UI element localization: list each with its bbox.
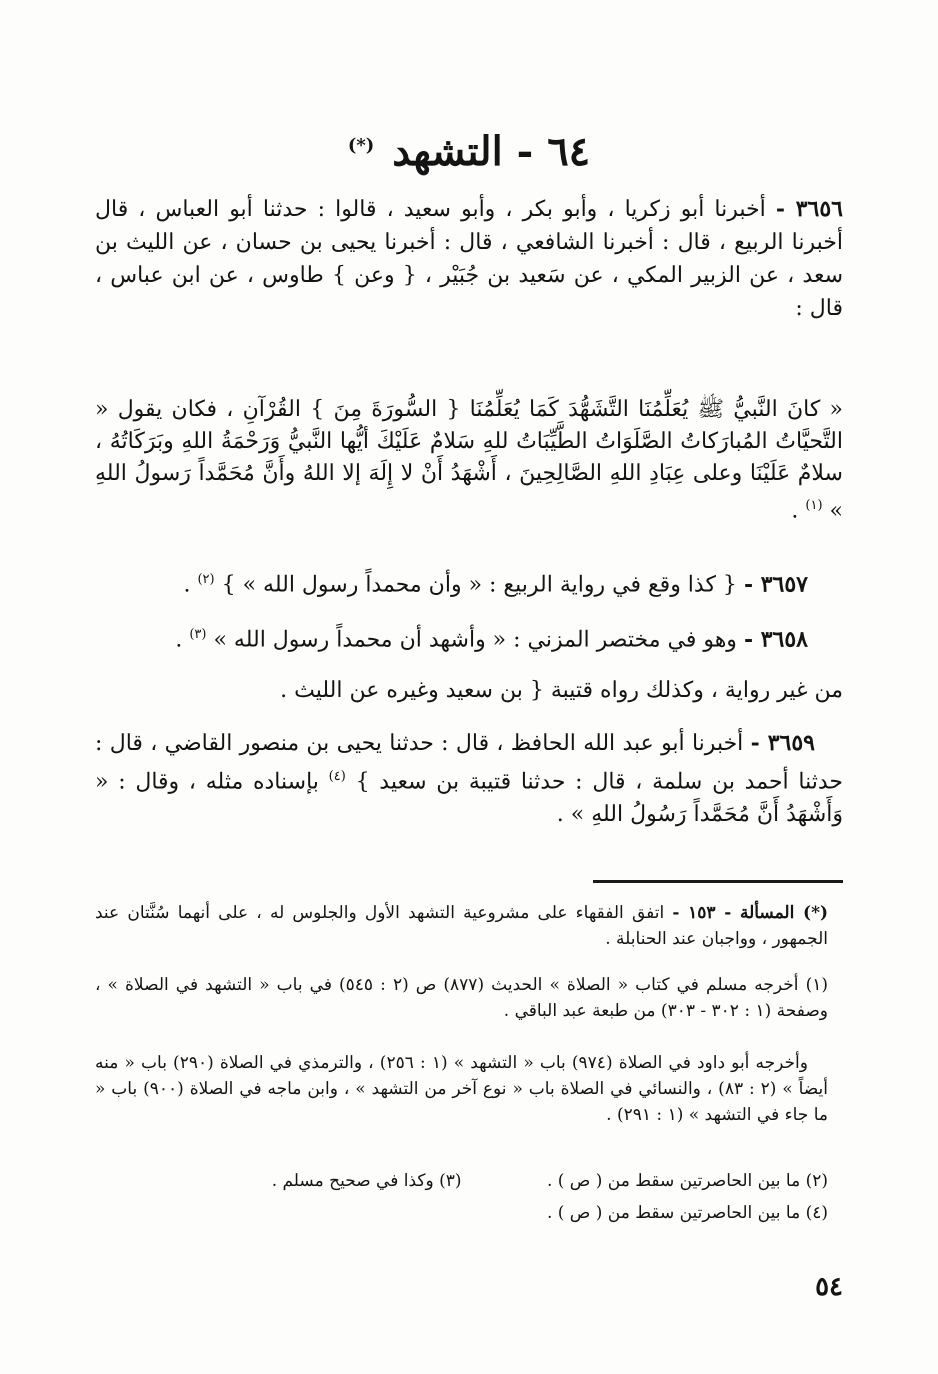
footnote-text: اتفق الفقهاء على مشروعية التشهد الأول والجلوس له ، على أنهما سُنَّتان عند الجمهور ، وواجبان عند الحنابلة . xyxy=(95,903,828,949)
paragraph-number: ٣٦٥٨ - xyxy=(743,626,808,653)
footnote-ref: (٢) xyxy=(197,572,215,587)
footnote-label: (*) المسألة - ١٥٣ - xyxy=(672,903,828,923)
paragraph-end: . xyxy=(183,572,191,598)
footnote-1: (١) أخرجه مسلم في كتاب « الصلاة » الحديث (٨٧٧) ص (٢ : ٥٤٥) في باب « التشهد في الصلاة » ، وصفحة (١ : ٣٠٢ - ٣٠٣) من طبعة عبد الباقي . xyxy=(95,975,829,1021)
paragraph-3658-continued xyxy=(95,674,843,707)
paragraph-text: وهو في مختصر المزني : « وأشهد أن محمداً رسول الله » xyxy=(213,627,737,653)
footnote-1-continued: وأخرجه أبو داود في الصلاة (٩٧٤) باب « التشهد » (١ : ٢٥٦) ، والترمذي في الصلاة (٢٩٠) باب « منه أيضاً » (٢ : ٨٣) ، والنسائي في الصلاة باب « نوع آخر من التشهد » ، وابن ماجه في الصلاة (٩٠٠) باب « ما جاء في التشهد » (١ : ٢٩١) . xyxy=(95,1053,828,1125)
footnote-star xyxy=(95,900,828,952)
page-number: ٥٤ xyxy=(815,1272,843,1302)
footnote-4: (٤) ما بين الحاصرتين سقط من ( ص ) . xyxy=(546,1203,828,1223)
hadith-text xyxy=(95,372,843,549)
paragraph-3659 xyxy=(95,727,843,831)
paragraph-text: أخبرنا أبو زكريا ، وأبو بكر ، وأبو سعيد ، قالوا : حدثنا أبو العباس ، قال أخبرنا الربيع ، قال : أخبرنا الشافعي ، قال : أخبرنا يحيى بن حسان ، عن الليث بن سعد ، عن الزبير المكي ، عن سَعيد بن جُبَيْر ، { وعن } طاوس ، عن ابن عباس ، قال : xyxy=(95,197,843,321)
paragraph-3657 xyxy=(95,563,808,601)
footnote-ref: (١) xyxy=(805,498,823,513)
paragraph-text: من غير رواية ، وكذلك رواه قتيبة { بن سعيد وغيره عن الليث . xyxy=(280,678,843,703)
hadith-body: « كانَ النَّبيُّ ﷺ يُعَلِّمُنَا التَّشَهُّدَ كَمَا يُعَلِّمُنَا { السُّورَةَ مِنَ } القُرْآنِ ، فكان يقول « التَّحيَّاتُ المُبارَكاتُ الصَّلَوَاتُ الطَّيِّبَاتُ للهِ سَلامٌ عَلَيْكَ أيُّها النَّبيُّ وَرَحْمَةُ اللهِ وبَرَكَاتُهُ ، سلامٌ عَلَيْنَا وعلى عِبَادِ اللهِ الصَّالِحِينَ ، أَشْهَدُ أَنْ لا إِلَهَ إلا اللهُ وأَنَّ مُحَمَّداً رَسولُ اللهِ » xyxy=(95,397,843,524)
footnotes-2-3-row xyxy=(95,1168,828,1194)
paragraph-text-continued: بإسناده مثله ، وقال : « وَأَشْهَدُ أَنَّ مُحَمَّداً رَسُولُ اللهِ » . xyxy=(95,769,843,828)
footnote-3: (٣) وكذا في صحيح مسلم . xyxy=(271,1171,462,1191)
footnote-ref: (٣) xyxy=(189,627,207,642)
chapter-footnote-mark: (*) xyxy=(347,134,375,156)
footnote-separator xyxy=(593,880,843,883)
chapter-title-text: ٦٤ - التشهد xyxy=(392,128,591,175)
paragraph-3656 xyxy=(95,193,843,325)
paragraph-number: ٣٦٥٩ - xyxy=(750,730,815,756)
footnote-2: (٢) ما بين الحاصرتين سقط من ( ص ) . xyxy=(546,1171,828,1191)
chapter-title xyxy=(0,128,938,175)
paragraph-text: { كذا وقع في رواية الربيع : « وأن محمداً رسول الله » } xyxy=(221,572,737,598)
paragraph-end: . xyxy=(175,627,183,653)
paragraph-text: أخبرنا أبو عبد الله الحافظ ، قال : حدثنا يحيى بن منصور القاضي ، قال : حدثنا أحمد بن سلمة ، قال : حدثنا قتيبة بن سعيد } xyxy=(95,731,844,795)
paragraph-number: ٣٦٥٧ - xyxy=(743,571,808,598)
paragraph-3658 xyxy=(95,618,808,656)
paragraph-number: ٣٦٥٦ - xyxy=(775,196,843,222)
footnote-ref: (٤) xyxy=(328,769,346,784)
hadith-end: . xyxy=(791,498,799,524)
